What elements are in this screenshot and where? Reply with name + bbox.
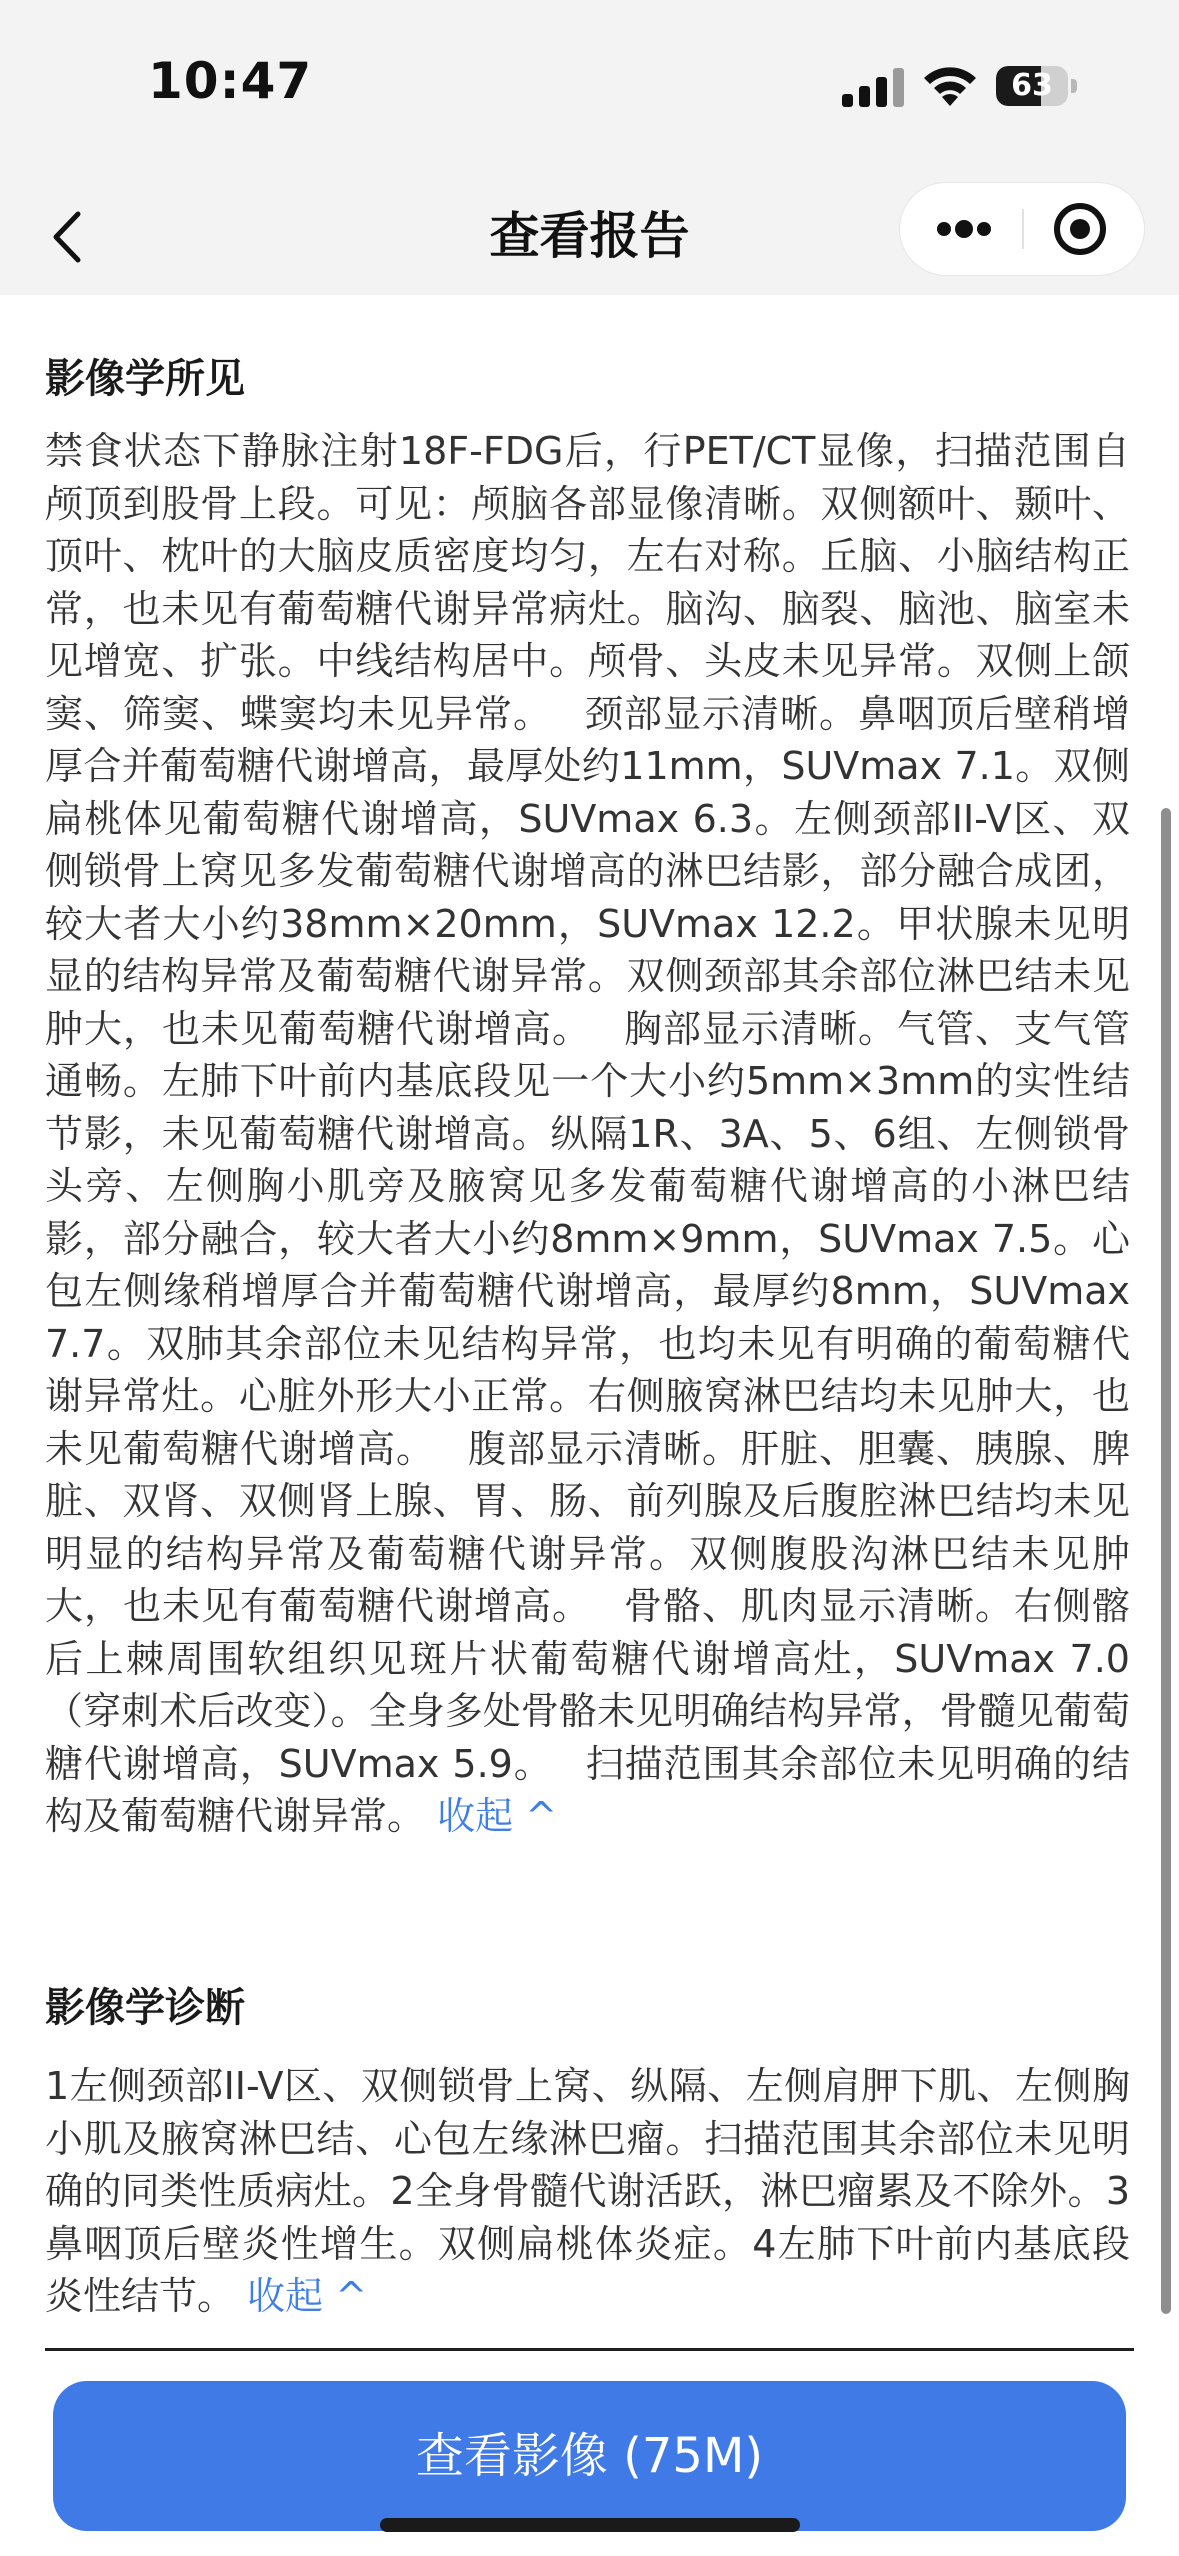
diagnosis-title: 影像学诊断	[45, 1985, 245, 2031]
mini-program-capsule	[899, 182, 1145, 276]
diagnosis-body: 1左侧颈部II-V区、双侧锁骨上窝、纵隔、左侧肩胛下肌、左侧胸小肌及腋窝淋巴结、心包左缘淋巴瘤。扫描范围其余部位未见明确的同类性质病灶。2全身骨髓代谢活跃，淋巴瘤累及不除外。3鼻咽顶后壁炎性增生。双侧扁桃体炎症。4左肺下叶前内基底段炎性结节。	[45, 2064, 1130, 2318]
findings-text	[45, 425, 1130, 1843]
battery-body	[996, 66, 1068, 106]
view-images-button[interactable]: 查看影像 (75M)	[53, 2381, 1126, 2531]
home-indicator	[380, 2518, 800, 2532]
chevron-left-icon[interactable]	[38, 202, 98, 272]
diagnosis-collapse-button[interactable]: 收起 ^	[247, 2274, 368, 2318]
battery-level: 63	[1011, 68, 1053, 103]
findings-collapse-button[interactable]: 收起 ^	[437, 1794, 558, 1838]
close-target-icon[interactable]	[1024, 183, 1144, 275]
status-bar	[0, 0, 1179, 180]
findings-body: 禁食状态下静脉注射18F-FDG后，行PET/CT显像，扫描范围自颅顶到股骨上段。可见：颅脑各部显像清晰。双侧额叶、颞叶、顶叶、枕叶的大脑皮质密度均匀，左右对称。丘脑、小脑结构正常，也未见有葡萄糖代谢异常病灶。脑沟、脑裂、脑池、脑室未见增宽、扩张。中线结构居中。颅骨、头皮未见异常。双侧上颌窦、筛窦、蝶窦均未见异常。 颈部显示清晰。鼻咽顶后壁稍增厚合并葡萄糖代谢增高，最厚处约11mm，SUVmax 7.1。双侧扁桃体见葡萄糖代谢增高，SUVmax 6.3。左侧颈部II-V区、双侧锁骨上窝见多发葡萄糖代谢增高的淋巴结影，部分融合成团，较大者大小约38mm×20mm，SUVmax 12.2。甲状腺未见明显的结构异常及葡萄糖代谢异常。双侧颈部其余部位淋巴结未见肿大，也未见葡萄糖代谢增高。 胸部显示清晰。气管、支气管通畅。左肺下叶前内基底段见一个大小约5mm×3mm的实性结节影，未见葡萄糖代谢增高。纵隔1R、3A、5、6组、左侧锁骨头旁、左侧胸小肌旁及腋窝见多发葡萄糖代谢增高的小淋巴结影，部分融合，较大者大小约8mm×9mm，SUVmax 7.5。心包左侧缘稍增厚合并葡萄糖代谢增高，最厚约8mm，SUVmax 7.7。双肺其余部位未见结构异常，也均未见有明确的葡萄糖代谢异常灶。心脏外形大小正常。右侧腋窝淋巴结均未见肿大，也未见葡萄糖代谢增高。 腹部显示清晰。肝脏、胆囊、胰腺、脾脏、双肾、双侧肾上腺、胃、肠、前列腺及后腹腔淋巴结均未见明显的结构异常及葡萄糖代谢异常。双侧腹股沟淋巴结未见肿大，也未见有葡萄糖代谢增高。 骨骼、肌肉显示清晰。右侧髂后上棘周围软组织见斑片状葡萄糖代谢增高灶，SUVmax 7.0（穿刺术后改变）。全身多处骨骼未见明确结构异常，骨髓见葡萄糖代谢增高，SUVmax 5.9。 扫描范围其余部位未见明确的结构及葡萄糖代谢异常。	[45, 429, 1130, 1838]
diagnosis-text	[45, 2060, 1130, 2323]
scrollbar[interactable]	[1161, 808, 1171, 2314]
wifi-icon	[922, 64, 978, 108]
battery-icon	[996, 66, 1078, 106]
divider	[45, 2348, 1134, 2351]
status-time: 10:47	[148, 52, 313, 110]
findings-title: 影像学所见	[45, 356, 245, 402]
signal-icon	[842, 66, 904, 108]
nav-bar	[0, 180, 1179, 295]
more-icon[interactable]	[900, 183, 1022, 275]
report-content	[0, 295, 1179, 2556]
page-title: 查看报告	[489, 207, 690, 265]
battery-cap	[1071, 79, 1077, 93]
